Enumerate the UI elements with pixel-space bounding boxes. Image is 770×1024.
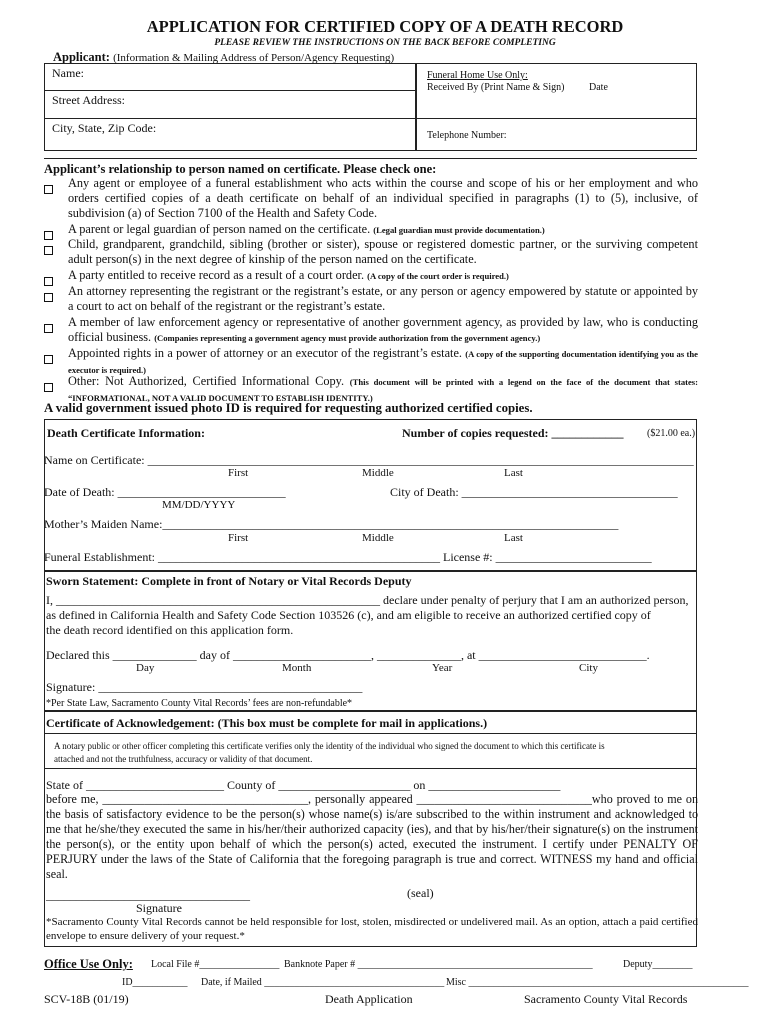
relationship-heading: Applicant’s relationship to person named on certificate. Please check one: (44, 162, 437, 176)
applicant-name-field[interactable]: Name: (52, 66, 84, 80)
relationship-checkbox-6[interactable] (44, 320, 53, 338)
funeral-home-title: Funeral Home Use Only: (427, 70, 528, 81)
applicant-divider-1 (44, 90, 416, 91)
id-notice: A valid government issued photo ID is required for requesting authorized certified copies. (44, 401, 533, 415)
funeral-home-divider (416, 118, 697, 119)
acknowledgement-body: before me, __________________________________, personally appeared _____________________________who proved to me on the basis of satisfactory evidence to be the person(s) whose name(s) is/are subscribed to the within instrument and acknowledged to me that he/she/they executed the same in his/her/their authorized capacity (ies), and that by his/her/their signature(s) on the instrument the person(s), or the entity upon behalf of which the person(s) acted, executed the instrument. I certify under PENALTY OF PERJURY under the laws of the State of California that the foregoing paragraph is true and correct. WITNESS my hand and official seal. (46, 792, 698, 881)
year-caption: Year (432, 662, 453, 674)
funeral-establishment-field[interactable]: Funeral Establishment: _______________________________________________ License #: __________________________ (44, 550, 652, 564)
date-format-caption: MM/DD/YYYY (162, 499, 236, 511)
mother-last-caption: Last (504, 532, 523, 544)
sworn-heading: Sworn Statement: Complete in front of Notary or Vital Records Deputy (46, 574, 412, 588)
footer-center: Death Application (325, 992, 413, 1006)
month-caption: Month (282, 662, 312, 674)
applicant-heading-note: (Information & Mailing Address of Person/Agency Requesting) (113, 52, 395, 64)
relationship-option-6: A member of law enforcement agency or representative of another government agency, as provided by law, who is conducting official business. (Companies representing a government agency must provide authorization from the government agency.) (68, 315, 698, 344)
mother-first-caption: First (228, 532, 249, 544)
middle-name-caption: Middle (362, 467, 394, 479)
telephone-field[interactable]: Telephone Number: (427, 130, 507, 141)
last-name-caption: Last (504, 467, 523, 479)
copy-fee: ($21.00 ea.) (647, 428, 696, 439)
banknote-field[interactable]: Banknote Paper # _______________________________________________ (284, 959, 593, 970)
relationship-checkbox-5[interactable] (44, 289, 53, 307)
name-on-certificate-field[interactable]: Name on Certificate: ___________________________________________________________________________________________ (44, 453, 694, 467)
notary-notice-line-1: A notary public or other officer completing this certificate verifies only the identity of the individual who signed the document to which this certificate is (54, 741, 605, 751)
date-mailed-field[interactable]: Date, if Mailed ____________________________________ (201, 977, 445, 988)
applicant-heading-label: Applicant: (53, 50, 110, 64)
sworn-line-3: the death record identified on this application form. (46, 623, 294, 637)
notary-signature-caption: Signature (136, 901, 182, 915)
received-date-field[interactable]: Date (589, 82, 608, 93)
day-caption: Day (136, 662, 155, 674)
mothers-maiden-name-field[interactable]: Mother’s Maiden Name:____________________________________________________________________________ (44, 517, 619, 531)
page-title: APPLICATION FOR CERTIFIED COPY OF A DEATH RECORD (146, 17, 624, 36)
applicant-divider-2 (44, 118, 416, 119)
notary-signature-line[interactable]: __________________________________ (46, 888, 250, 902)
relationship-option-4: A party entitled to receive record as a result of a court order. (A copy of the court order is required.) (68, 268, 509, 282)
local-file-field[interactable]: Local File #________________ (151, 959, 280, 970)
relationship-option-8: Other: Not Authorized, Certified Informational Copy. (This document will be printed with a legend on the face of the document that states: “INFORMATIONAL, NOT A VALID DOCUMENT TO ESTABLISH IDENTITY.) (68, 374, 698, 403)
id-field[interactable]: ID___________ (122, 977, 188, 988)
relationship-checkbox-7[interactable] (44, 351, 53, 369)
sworn-line-1[interactable]: I, ______________________________________________________ declare under penalty of perjury that I am an authorized person, (46, 593, 689, 607)
office-use-heading: Office Use Only: (44, 957, 133, 971)
footer-right: Sacramento County Vital Records (524, 992, 688, 1006)
declared-line[interactable]: Declared this ______________ day of _______________________, ______________, at ____________________________. (46, 648, 650, 662)
state-county-line[interactable]: State of _______________________ County of ______________________ on ______________________ (46, 778, 561, 792)
relationship-checkbox-1[interactable] (44, 181, 53, 199)
received-by-field[interactable]: Received By (Print Name & Sign) (427, 82, 565, 93)
section-separator (44, 158, 697, 159)
city-caption: City (579, 662, 598, 674)
mail-disclaimer: *Sacramento County Vital Records cannot be held responsible for lost, stolen, misdirected or undelivered mail. As an option, attach a paid certified envelope to ensure delivery of your request.* (46, 916, 698, 942)
relationship-option-1: Any agent or employee of a funeral establishment who acts within the course and scope of his or her employment and who orders certified copies of a death certificate on behalf of an individual specified in paragraphs (1) to (5), inclusive, of subdivision (a) of Section 7100 of the Health and Safety Code. (68, 176, 698, 220)
relationship-checkbox-3[interactable] (44, 242, 53, 260)
date-of-death-field[interactable]: Date of Death: ____________________________ (44, 485, 286, 499)
fee-note: *Per State Law, Sacramento County Vital Records’ fees are non-refundable* (46, 698, 353, 709)
acknowledgement-heading: Certificate of Acknowledgement: (This box must be complete for mail in applications.) (46, 716, 488, 730)
relationship-option-5: An attorney representing the registrant or the registrant’s estate, or any person or agency empowered by statute or appointed by a court to act on behalf of the registrant or the registrant’s estate. (68, 284, 698, 313)
misc-field[interactable]: Misc ________________________________________________________ (446, 977, 749, 988)
deputy-field[interactable]: Deputy________ (623, 959, 693, 970)
applicant-city-field[interactable]: City, State, Zip Code: (52, 121, 157, 135)
copies-requested-field[interactable]: Number of copies requested: ____________ (402, 426, 624, 440)
page-subtitle: PLEASE REVIEW THE INSTRUCTIONS ON THE BACK BEFORE COMPLETING (214, 38, 556, 48)
relationship-checkbox-8[interactable] (44, 379, 53, 397)
applicant-street-field[interactable]: Street Address: (52, 93, 125, 107)
relationship-option-2: A parent or legal guardian of person named on the certificate. (Legal guardian must provide documentation.) (68, 222, 545, 236)
seal-label: (seal) (407, 886, 434, 900)
form-number: SCV-18B (01/19) (44, 992, 129, 1006)
death-info-heading: Death Certificate Information: (47, 426, 205, 440)
mother-middle-caption: Middle (362, 532, 394, 544)
sworn-signature-field[interactable]: Signature: ____________________________________________ (46, 680, 363, 694)
relationship-option-7: Appointed rights in a power of attorney or an executor of the registrant’s estate. (A copy of the supporting documentation identifying you as the executor is required.) (68, 346, 698, 375)
sworn-line-2: as defined in California Health and Safety Code Section 103526 (c), and am eligible to receive an authorized certified copy of (46, 608, 651, 622)
city-of-death-field[interactable]: City of Death: ____________________________________ (390, 485, 678, 499)
relationship-option-3: Child, grandparent, grandchild, sibling (brother or sister), spouse or registered domestic partner, or the surviving competent adult person(s) in the next degree of kinship of the person named on the certificate. (68, 237, 698, 266)
first-name-caption: First (228, 467, 249, 479)
notary-notice-line-2: attached and not the truthfulness, accuracy or validity of that document. (54, 754, 313, 764)
